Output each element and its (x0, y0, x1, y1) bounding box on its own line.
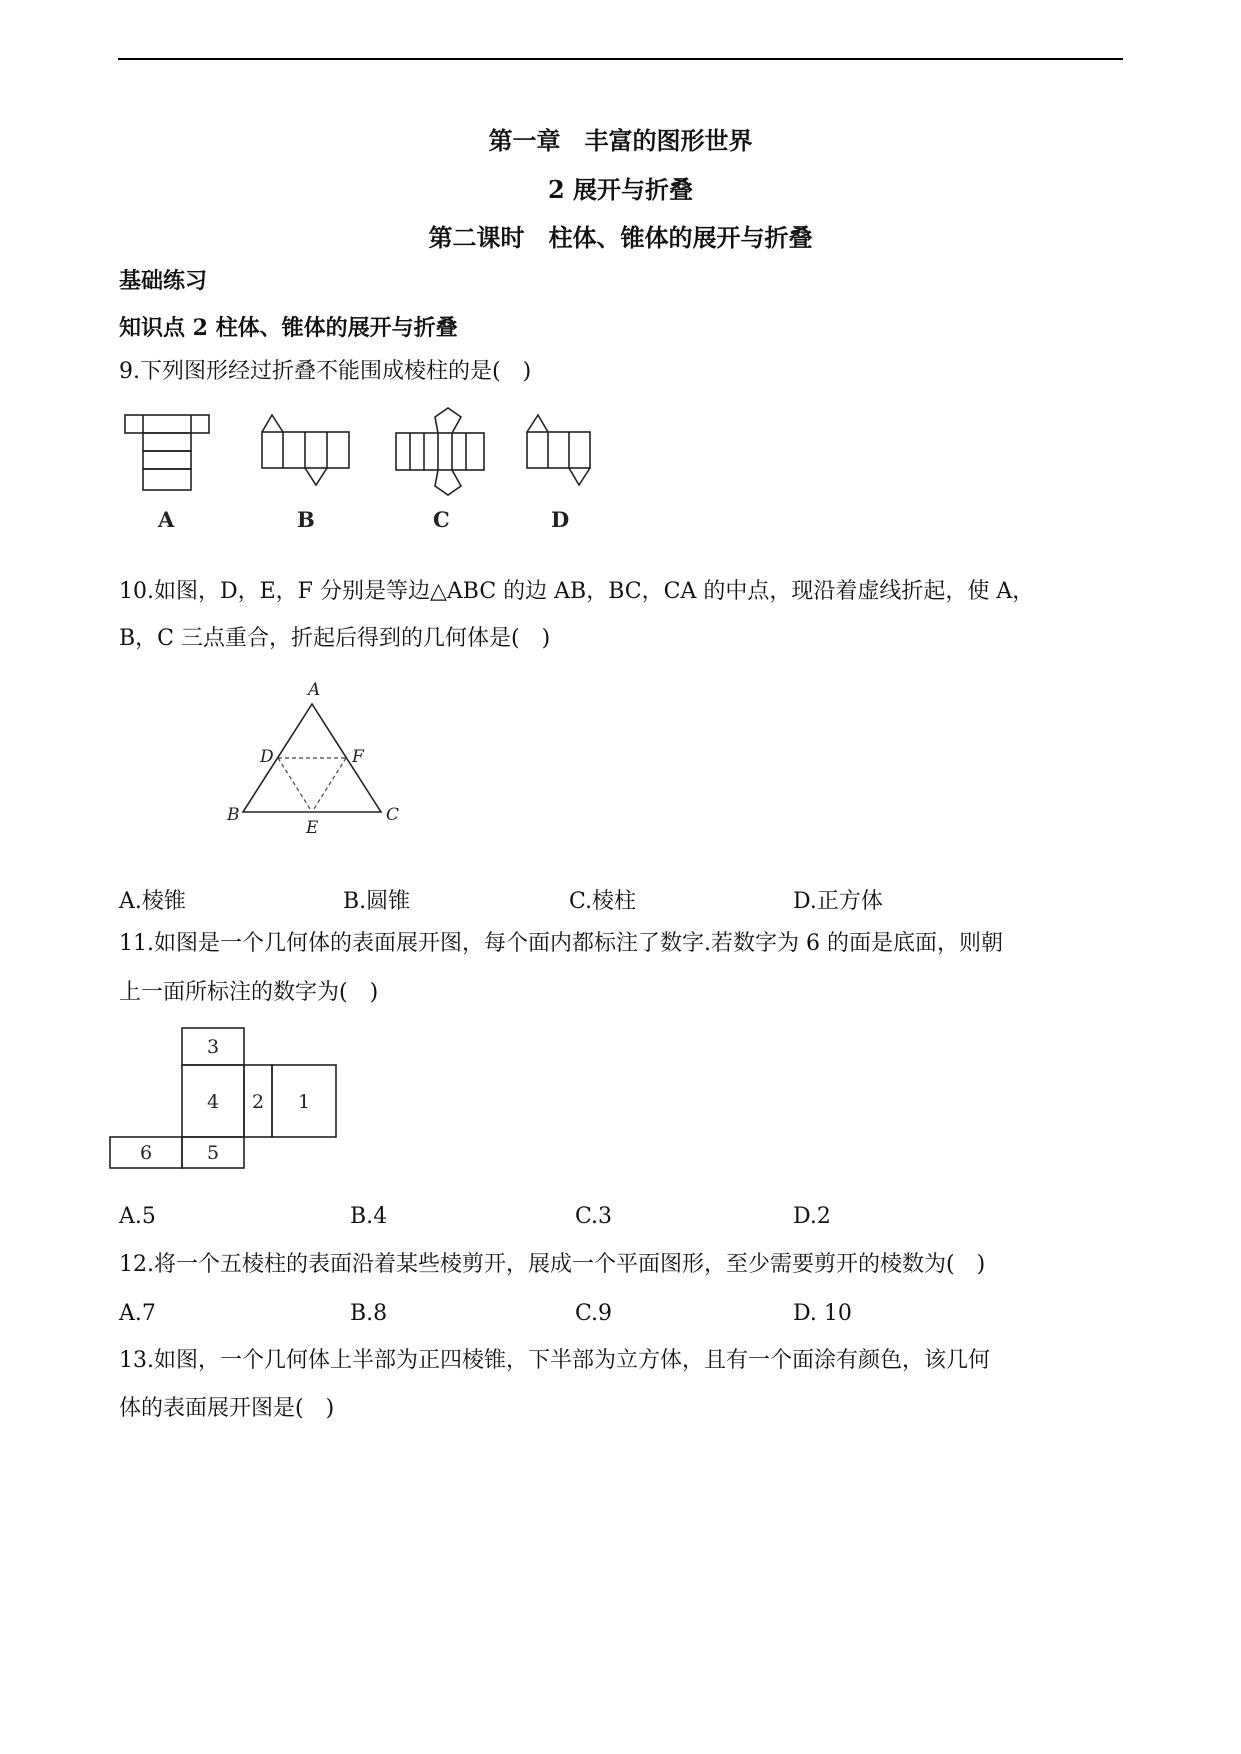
q9-figure-d (527, 415, 590, 485)
q10-label-c: C (386, 805, 400, 825)
section-title: 2 展开与折叠 (547, 175, 694, 204)
knowledge-point-heading: 知识点 2 柱体、锥体的展开与折叠 (119, 315, 458, 341)
q9-stem: 9.下列图形经过折叠不能围成棱柱的是( ) (119, 359, 532, 384)
q10-option-d: D.正方体 (793, 889, 883, 914)
q11-option-d: D.2 (793, 1204, 831, 1229)
q12-stem: 12.将一个五棱柱的表面沿着某些棱剪开，展成一个平面图形，至少需要剪开的棱数为( ) (119, 1252, 986, 1277)
q10-stem-line1: 10.如图，D，E，F 分别是等边△ABC 的边 AB，BC，CA 的中点，现沿着虚线折起，使 A， (119, 579, 1035, 604)
q10-label-a: A (308, 680, 321, 700)
q12-option-d: D. 10 (793, 1301, 852, 1326)
q10-label-b: B (227, 805, 240, 825)
q10-triangle-figure (200, 672, 500, 852)
chapter-title: 第一章 丰富的图形世界 (488, 126, 753, 155)
q9-caption-c: C (433, 507, 450, 532)
basic-practice-heading: 基础练习 (119, 268, 208, 294)
q13-stem-line1: 13.如图，一个几何体上半部为正四棱锥，下半部为立方体，且有一个面涂有颜色，该几何 (119, 1348, 990, 1373)
q11-stem-line1: 11.如图是一个几何体的表面展开图，每个面内都标注了数字.若数字为 6 的面是底面，则朝 (119, 931, 1003, 956)
q11-face-4: 4 (206, 1091, 220, 1113)
q11-face-5: 5 (206, 1142, 220, 1164)
q10-label-f: F (352, 747, 364, 767)
q9-figure-a (125, 415, 209, 490)
q10-stem-line2: B，C 三点重合，折起后得到的几何体是( ) (119, 626, 551, 651)
q10-option-a: A.棱锥 (119, 889, 186, 914)
q11-option-b: B.4 (350, 1204, 388, 1229)
q11-face-3: 3 (206, 1036, 220, 1058)
q10-option-c: C.棱柱 (569, 889, 637, 914)
q9-caption-b: B (297, 507, 315, 532)
top-rule (118, 58, 1123, 60)
q11-net-figure (110, 1025, 350, 1165)
q12-option-b: B.8 (350, 1301, 388, 1326)
q10-label-e: E (306, 818, 319, 838)
q11-face-2: 2 (251, 1091, 265, 1113)
q9-caption-a: A (158, 507, 175, 532)
q10-option-b: B.圆锥 (343, 889, 411, 914)
q9-figures (0, 400, 1241, 540)
q9-caption-d: D (551, 507, 570, 532)
q13-stem-line2: 体的表面展开图是( ) (119, 1396, 335, 1421)
q12-option-c: C.9 (575, 1301, 613, 1326)
q11-option-a: A.5 (119, 1204, 156, 1229)
q11-option-c: C.3 (575, 1204, 613, 1229)
q10-label-d: D (260, 747, 274, 767)
q9-figure-c (396, 408, 484, 495)
lesson-title: 第二课时 柱体、锥体的展开与折叠 (428, 223, 813, 252)
q11-face-1: 1 (297, 1091, 311, 1113)
q12-option-a: A.7 (119, 1301, 156, 1326)
q9-figure-b (262, 415, 349, 485)
q11-stem-line2: 上一面所标注的数字为( ) (119, 980, 379, 1005)
q11-face-6: 6 (139, 1142, 153, 1164)
